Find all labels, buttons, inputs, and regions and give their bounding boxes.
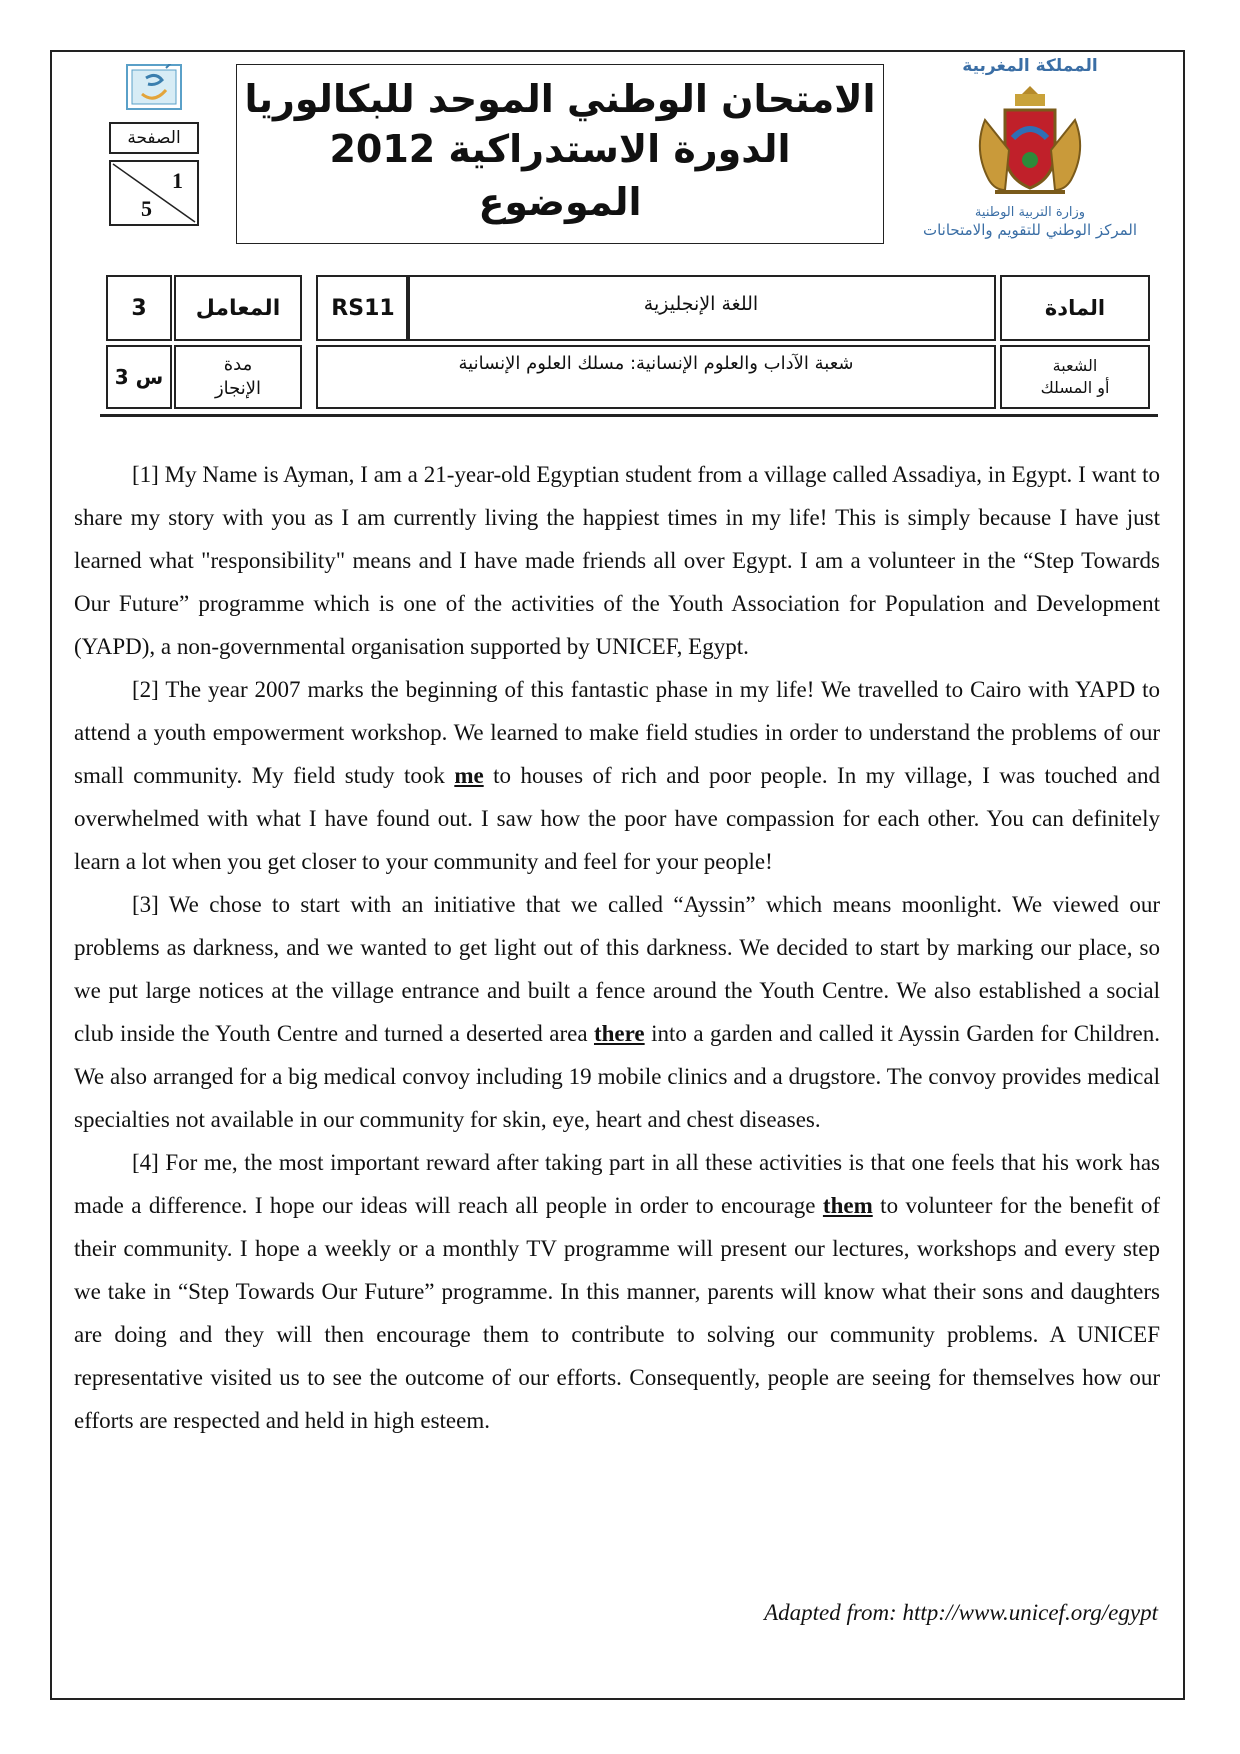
page-total: 5 [141,196,152,221]
subject-value: اللغة الإنجليزية [406,275,996,341]
coat-of-arms-icon [965,80,1095,205]
paragraph-4-part-a: [4] For me, the most important reward after taking part in all these activities is that one feels that his work has made a difference. I hope our ideas will reach all people in order to encourage [74,1150,1160,1218]
subject-label: المادة [1000,275,1150,341]
page-label: الصفحة [109,122,199,154]
underlined-word-there: there [593,1021,645,1046]
coefficient-value: 3 [106,275,172,341]
paragraph-4-part-b: to volunteer for the benefit of their community. I hope a weekly or a monthly TV programme will present our lectures, workshops and every step we take in “Step Towards Our Future” programme. In this manner, parents will know what their sons and daughters are doing and they will then encourage them to contribute to solving our community problems. A UNICEF representative visited us to see the outcome of our efforts. Consequently, people are seeing for themselves how our efforts are respected and held in high esteem. [74,1193,1160,1433]
kingdom-name: المملكة المغربية [962,56,1098,76]
branch-value: شعبة الآداب والعلوم الإنسانية: مسلك العلوم الإنسانية [316,345,996,409]
paragraph-2 [74,668,1160,883]
exam-center-logo [126,64,182,110]
ministry-name: وزارة التربية الوطنية [974,205,1086,220]
exam-title: الامتحان الوطني الموحد للبكالوريا [244,77,876,121]
paragraph-1: [1] My Name is Ayman, I am a 21-year-old Egyptian student from a village called Assadiya, in Egypt. I want to share my story with you as I am currently living the happiest times in my life! This is simply because I have just learned what "responsibility" means and I have made friends all over Egypt. I am a volunteer in the “Step Towards Our Future” programme which is one of the activities of the Youth Association for Population and Development (YAPD), a non-governmental organisation supported by UNICEF, Egypt. [74,462,1160,659]
paragraph-4 [74,1141,1160,1442]
branch-label-line2: أو المسلك [1040,378,1110,397]
page-number-box [109,122,199,226]
exam-session: الدورة الاستدراكية 2012 [329,127,791,171]
paragraph-3-part-b: into a garden and called it Ayssin Garden for Children. We also arranged for a big medical convoy including 19 mobile clinics and a drugstore. The convoy provides medical specialties not available in our community for skin, eye, heart and chest diseases. [74,1021,1160,1132]
page-current: 1 [172,168,183,193]
duration-label-line2: الإنجاز [214,378,262,399]
branch-label-line1: الشعبة [1052,356,1098,375]
exam-subject-heading: الموضوع [478,180,642,224]
underlined-word-them: them [822,1193,873,1218]
header-divider [100,414,1158,417]
paragraph-2-part-b: to houses of rich and poor people. In my village, I was touched and overwhelmed with what I have found out. I saw how the poor have compassion for each other. You can definitely learn a lot when you get closer to your community and feel for your people! [74,763,1160,874]
paragraph-2-part-a: [2] The year 2007 marks the beginning of this fantastic phase in my life! We travelled to Cairo with YAPD to attend a youth empowerment workshop. We learned to make field studies in order to understand the problems of our small community. My field study took [74,677,1160,788]
branch-label [1000,345,1150,409]
reading-passage [74,453,1160,1442]
paragraph-3-part-a: [3] We chose to start with an initiative that we called “Ayssin” which means moonlight. We viewed our problems as darkness, and we wanted to get light out of this darkness. We decided to start by marking our place, so we put large notices at the village entrance and built a fence around the Youth Centre. We also established a social club inside the Youth Centre and turned a deserted area [74,892,1160,1046]
page-fraction [109,160,199,226]
duration-label-line1: مدة [223,354,253,375]
paragraph-3 [74,883,1160,1141]
ministry-emblem-block [900,56,1160,266]
evaluation-center-name: المركز الوطني للتقويم والامتحانات [922,221,1138,239]
source-citation: Adapted from: http://www.unicef.org/egypt [764,1600,1158,1625]
underlined-word-me: me [454,763,484,788]
duration-label [174,345,302,409]
duration-value: 3 س [106,345,172,409]
subject-code: RS11 [316,275,410,341]
coefficient-label: المعامل [174,275,302,341]
exam-title-box [236,64,884,244]
